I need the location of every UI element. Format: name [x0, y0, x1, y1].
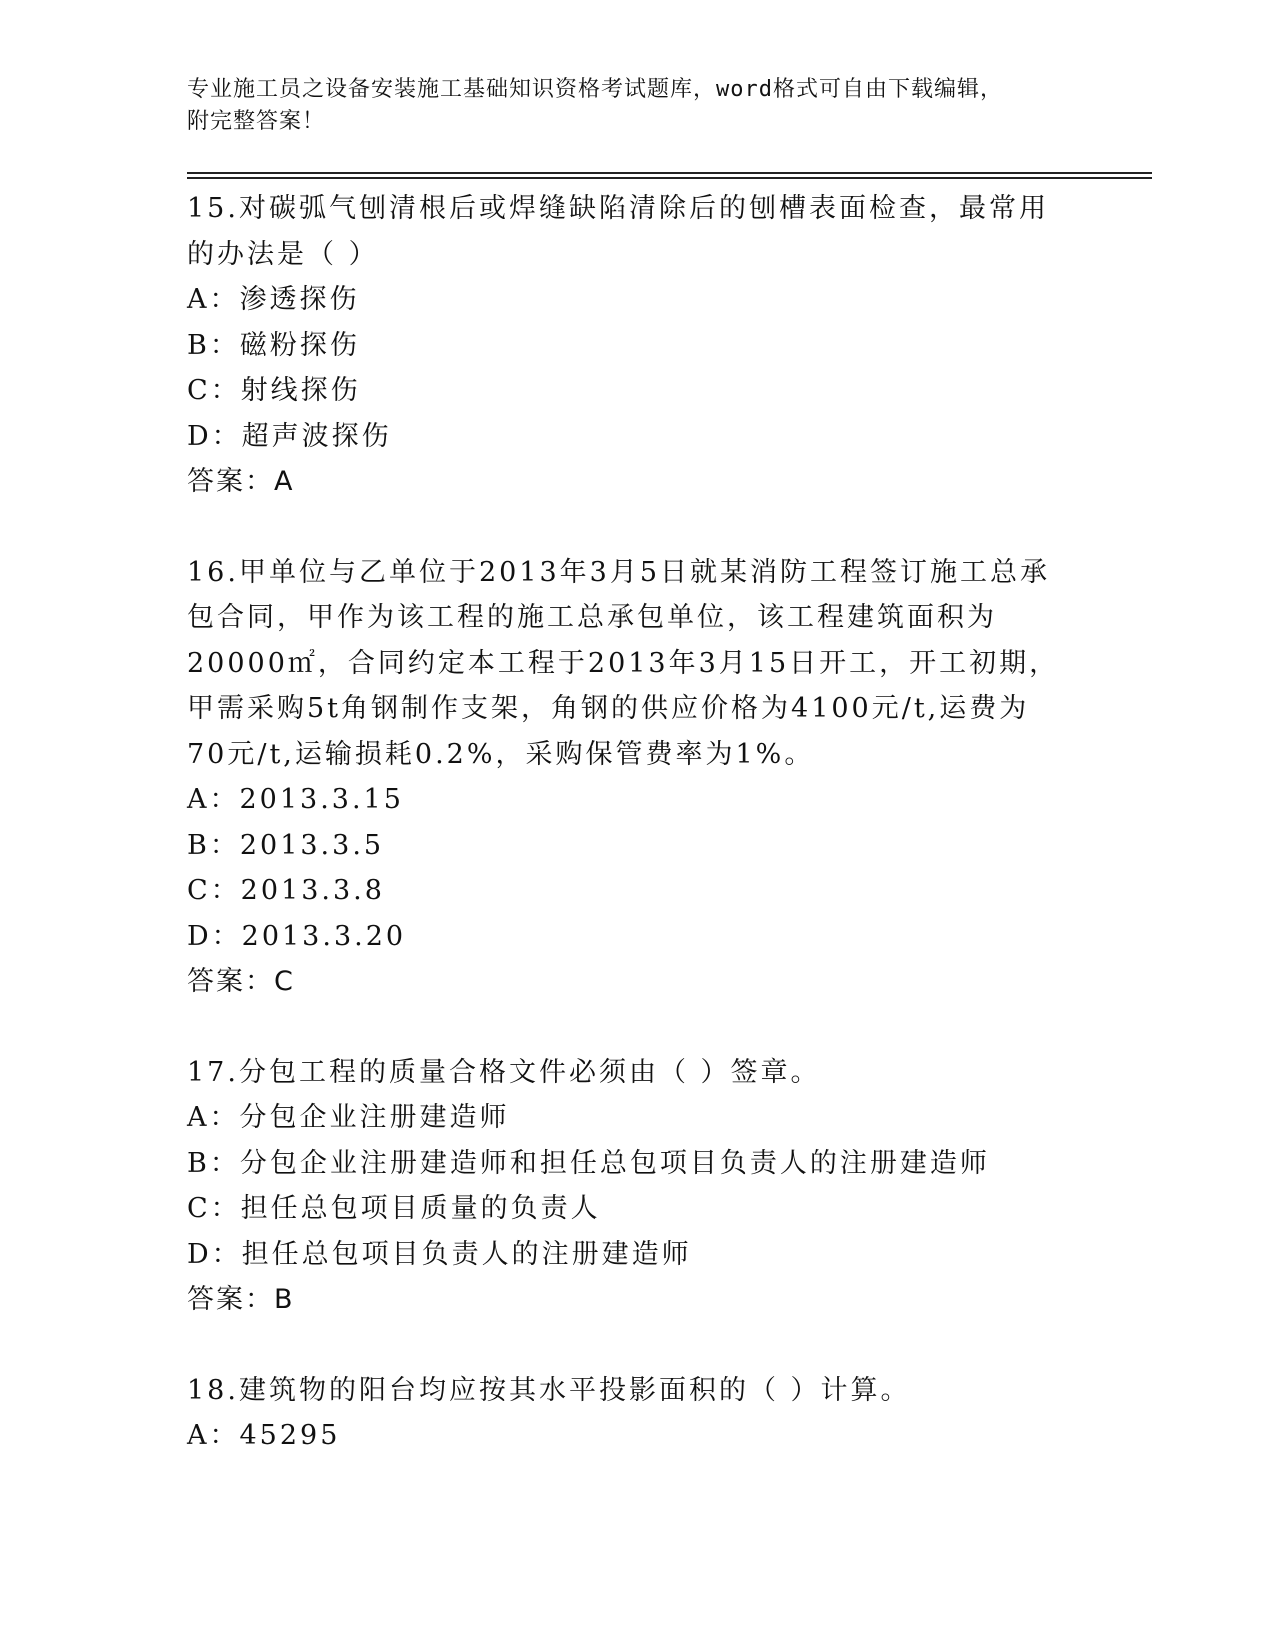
option-b: B：2013.3.5 [187, 829, 385, 861]
header-line-1: 专业施工员之设备安装施工基础知识资格考试题库，word格式可自由下载编辑， [187, 77, 1003, 102]
option-d: D：担任总包项目负责人的注册建造师 [187, 1238, 692, 1270]
option-a: A：45295 [187, 1420, 341, 1451]
question-stem: 16.甲单位与乙单位于2013年3月5日就某消防工程签订施工总承包合同，甲作为该工程的施工总承包单位，该工程建筑面积为20000㎡，合同约定本工程于2013年3月15日开工，开工初期，甲需采购5t角钢制作支架，角钢的供应价格为4100元/t,运费为70元/t,运输损耗0.2%，采购保管费率为1%。 [187, 556, 1060, 770]
question-17 [187, 1050, 1067, 1323]
question-15 [187, 186, 1067, 505]
option-c: C：担任总包项目质量的负责人 [187, 1193, 601, 1224]
option-b: B：分包企业注册建造师和担任总包项目负责人的注册建造师 [187, 1147, 990, 1179]
document-header [187, 74, 1067, 138]
question-stem: 18.建筑物的阳台均应按其水平投影面积的（ ）计算。 [187, 1374, 911, 1406]
question-stem: 15.对碳弧气刨清根后或焊缝缺陷清除后的刨槽表面检查，最常用的办法是（ ） [187, 193, 1049, 270]
option-a: A：2013.3.15 [187, 784, 404, 815]
answer: 答案：C [187, 966, 295, 997]
header-divider-top [187, 172, 1152, 174]
answer: 答案：A [187, 466, 295, 497]
question-18 [187, 1368, 1067, 1459]
answer: 答案：B [187, 1284, 295, 1315]
question-stem: 17.分包工程的质量合格文件必须由（ ）签章。 [187, 1056, 821, 1088]
question-list [187, 186, 1067, 1504]
option-c: C：2013.3.8 [187, 875, 385, 906]
header-divider-bottom [187, 177, 1152, 179]
option-d: D：2013.3.20 [187, 920, 407, 952]
option-c: C：射线探伤 [187, 375, 361, 406]
option-b: B：磁粉探伤 [187, 329, 360, 361]
option-d: D：超声波探伤 [187, 420, 392, 452]
question-16 [187, 550, 1067, 1005]
option-a: A：分包企业注册建造师 [187, 1102, 510, 1133]
header-line-2: 附完整答案！ [187, 109, 326, 134]
option-a: A：渗透探伤 [187, 284, 360, 315]
